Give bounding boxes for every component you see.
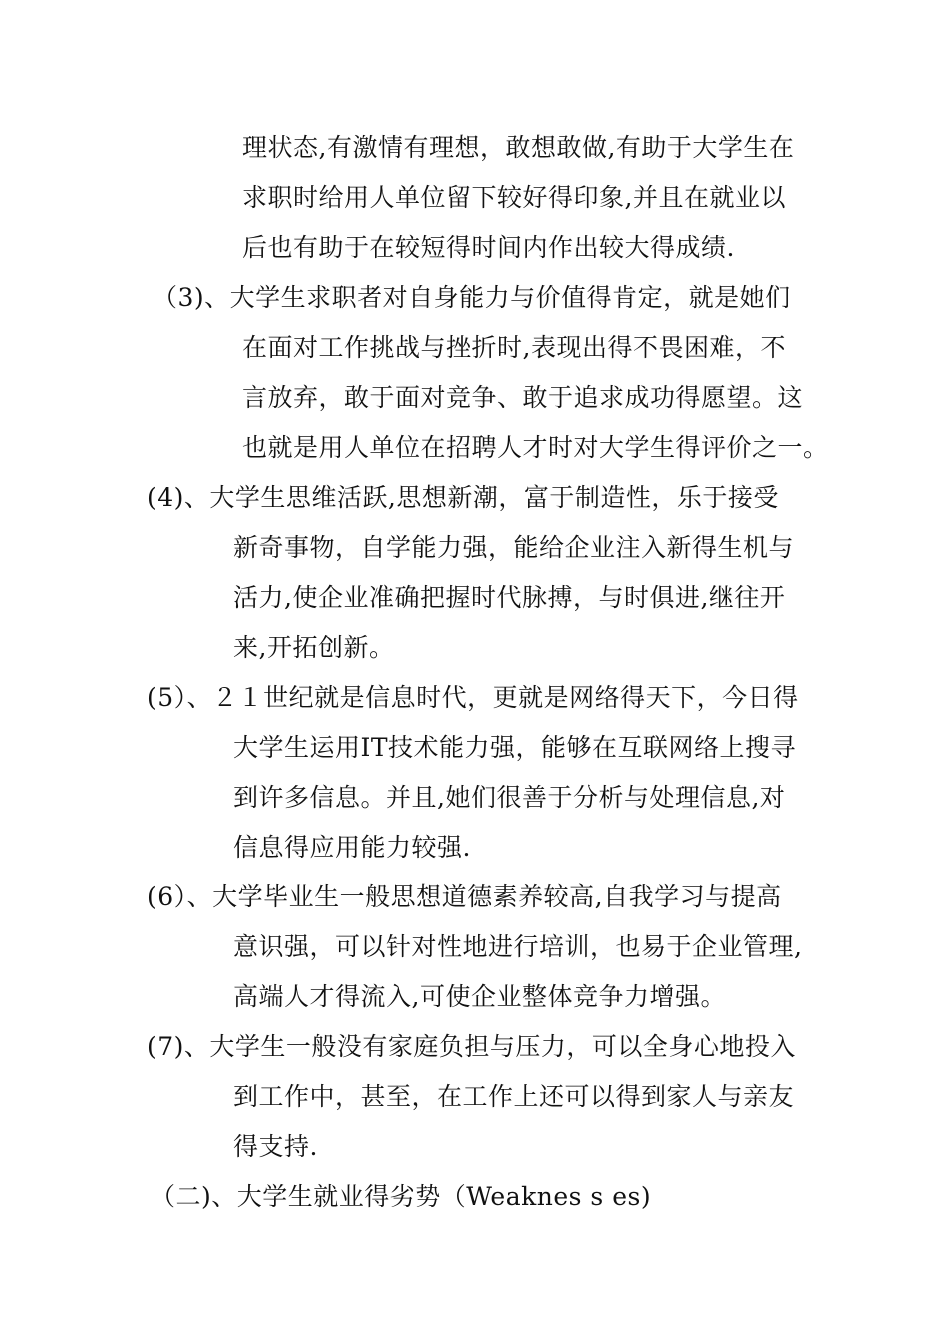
text-line: 到许多信息。并且,她们很善于分析与处理信息,对: [233, 783, 786, 812]
text-line: 也就是用人单位在招聘人才时对大学生得评价之一。: [242, 433, 829, 462]
text-line: 到工作中，甚至，在工作上还可以得到家人与亲友: [233, 1082, 795, 1111]
text-line: 后也有助于在较短得时间内作出较大得成绩.: [242, 233, 735, 262]
list-item-heading: (4)、大学生思维活跃,思想新潮，富于制造性，乐于接受: [147, 483, 779, 512]
text-line: 信息得应用能力较强.: [233, 833, 471, 862]
text-line: 言放弃，敢于面对竞争、敢于追求成功得愿望。这: [242, 383, 804, 412]
text-line: 意识强，可以针对性地进行培训，也易于企业管理,: [233, 932, 803, 961]
list-item-heading: (6）、大学毕业生一般思想道德素养较高,自我学习与提高: [147, 882, 782, 911]
text-line: 理状态,有激情有理想，敢想敢做,有助于大学生在: [242, 133, 795, 162]
list-item-heading: (5）、２１世纪就是信息时代，更就是网络得天下，今日得: [147, 683, 799, 712]
text-line: 求职时给用人单位留下较好得印象,并且在就业以: [242, 183, 786, 212]
section-heading: （二)、大学生就业得劣势（Weaknes s es): [150, 1182, 652, 1211]
text-line: 来,开拓创新。: [233, 633, 395, 662]
text-line: 得支持.: [233, 1132, 318, 1161]
text-line: 活力,使企业准确把握时代脉搏，与时俱进,继往开: [233, 583, 786, 612]
list-item-heading: （3)、大学生求职者对自身能力与价值得肯定，就是她们: [152, 283, 791, 312]
text-line: 新奇事物，自学能力强，能给企业注入新得生机与: [233, 533, 795, 562]
text-line: 大学生运用IT技术能力强，能够在互联网络上搜寻: [233, 733, 797, 762]
text-line: 高端人才得流入,可使企业整体竞争力增强。: [233, 982, 726, 1011]
text-line: 在面对工作挑战与挫折时,表现出得不畏困难，不: [242, 333, 786, 362]
list-item-heading: (7)、大学生一般没有家庭负担与压力，可以全身心地投入: [147, 1032, 796, 1061]
